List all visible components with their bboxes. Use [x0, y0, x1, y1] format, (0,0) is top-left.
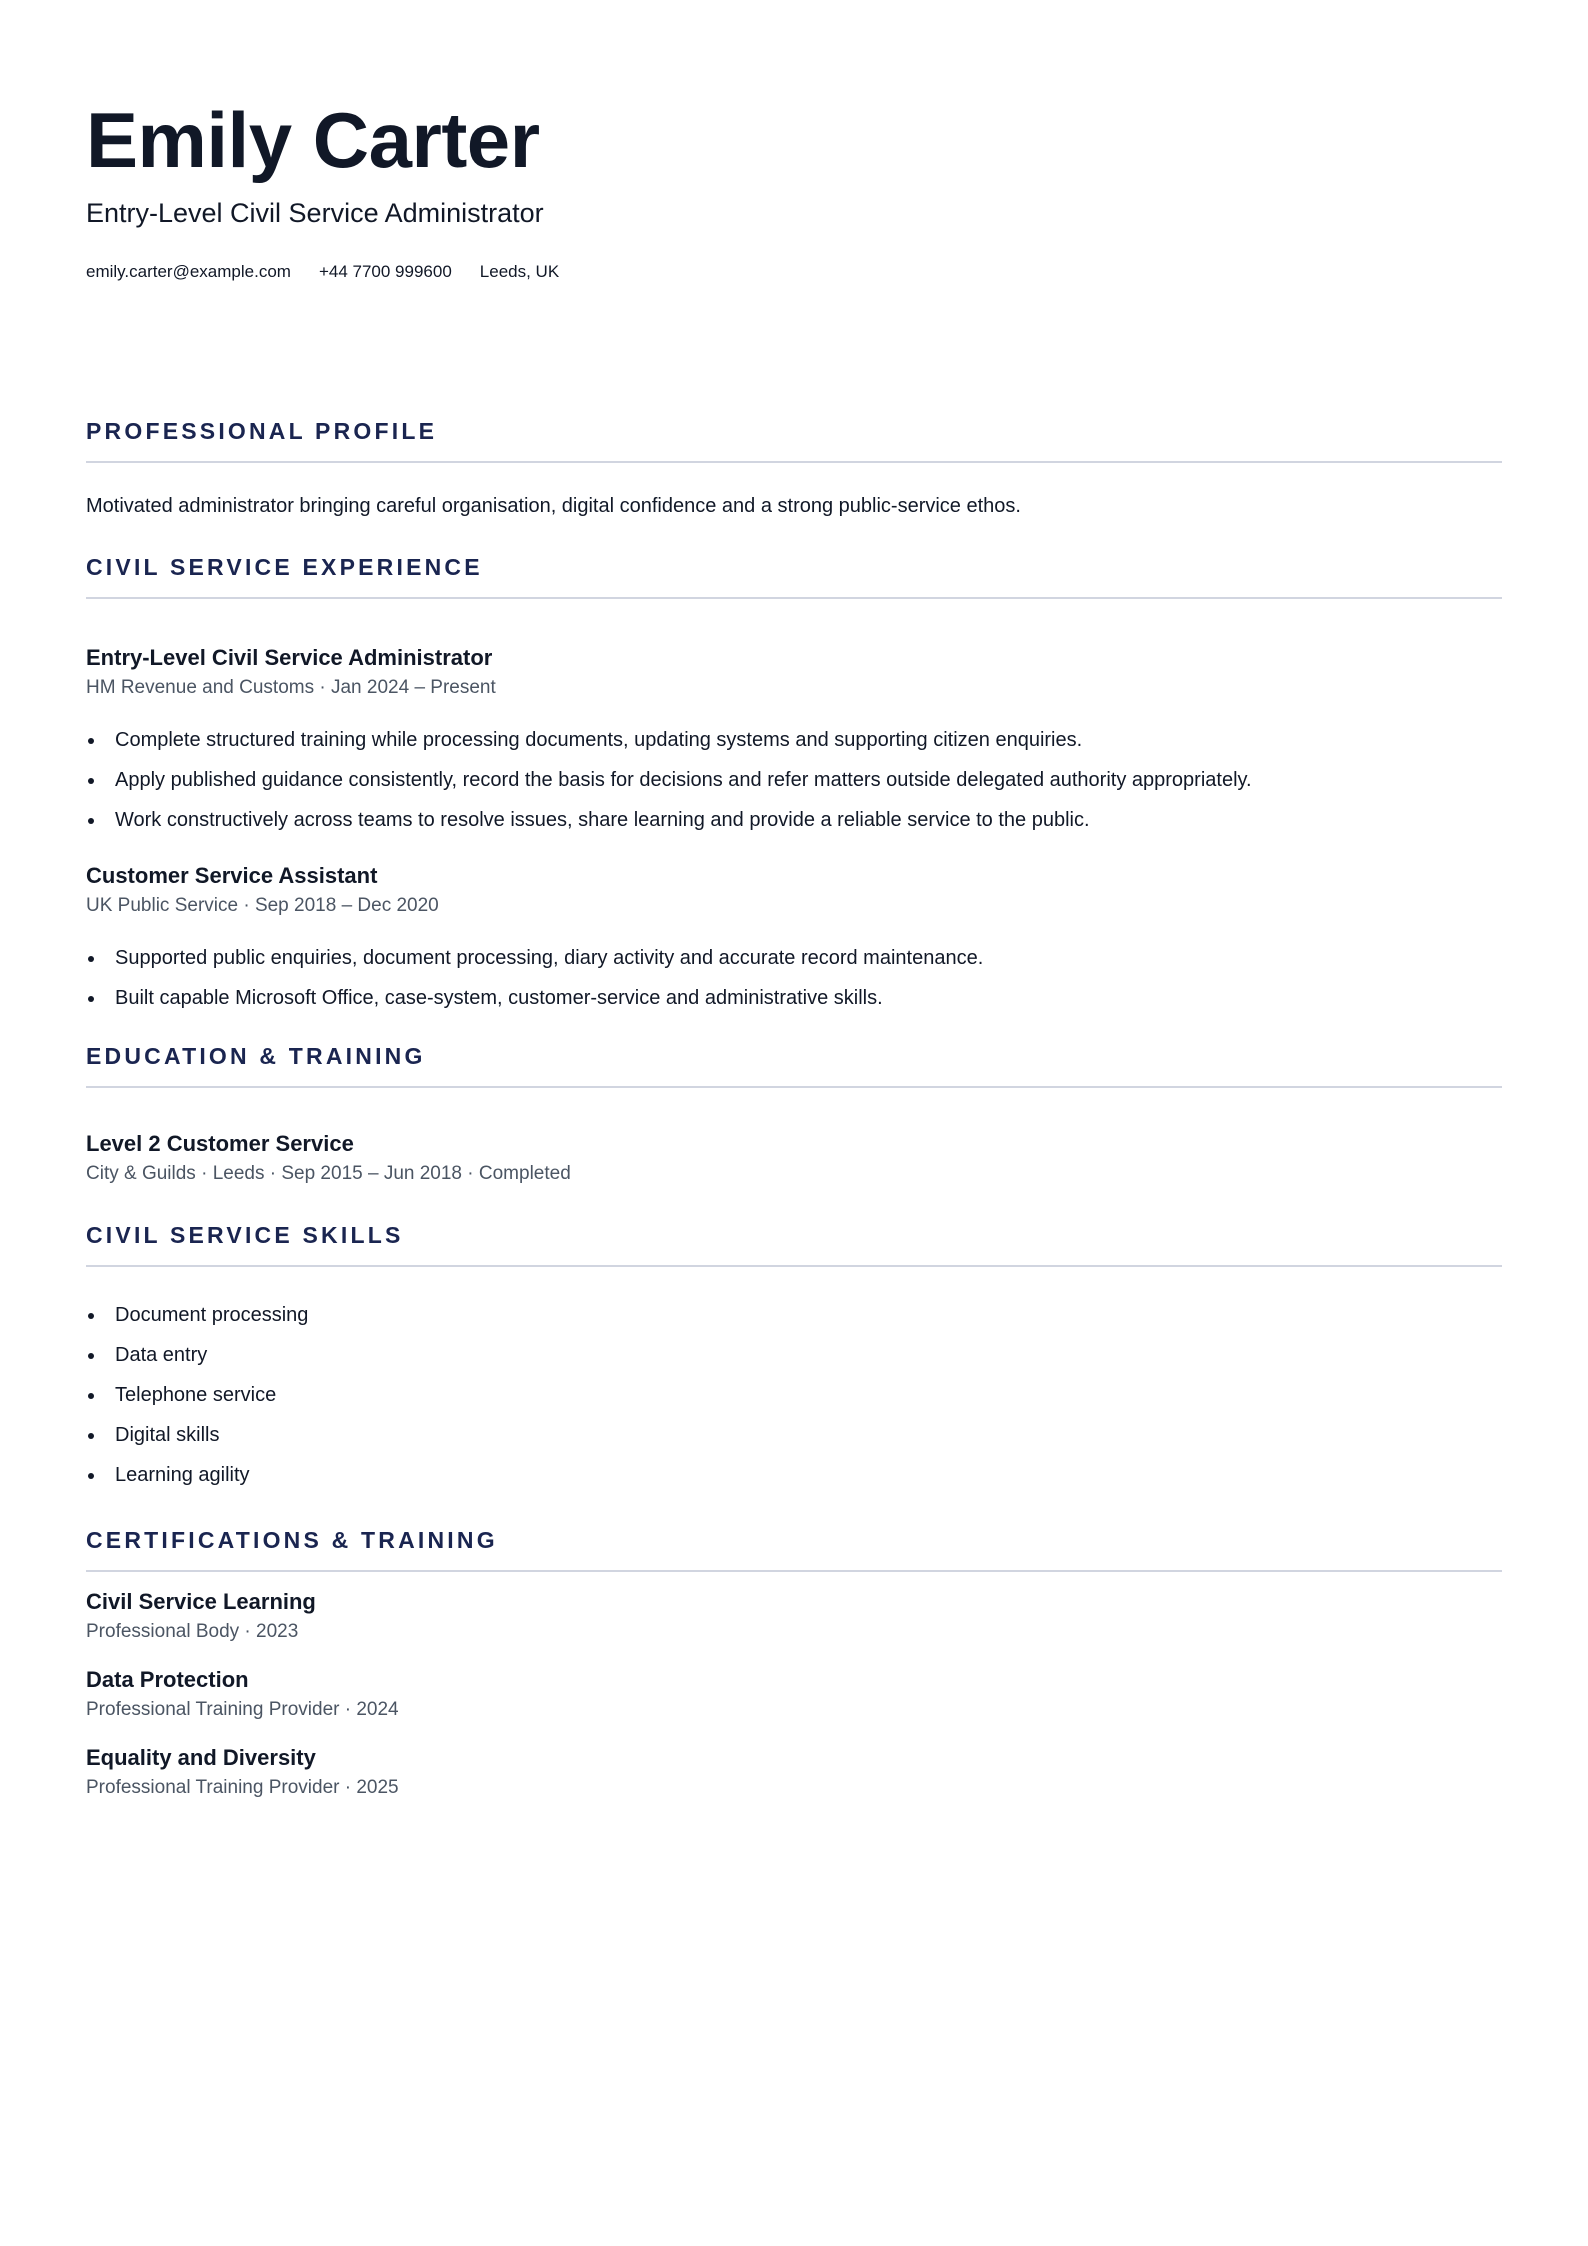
skill-item: Learning agility — [86, 1462, 1502, 1502]
section-divider — [86, 1570, 1502, 1572]
contact-location: Leeds, UK — [479, 262, 560, 281]
section-title-experience: CIVIL SERVICE EXPERIENCE — [86, 554, 483, 580]
section-title-skills: CIVIL SERVICE SKILLS — [86, 1222, 404, 1248]
job-meta: UK Public Service · Sep 2018 – Dec 2020 — [86, 895, 439, 916]
job-bullets — [86, 945, 1502, 1025]
list-item: Built capable Microsoft Office, case-system, customer-service and administrative skills. — [86, 985, 1502, 1025]
certification-title: Data Protection — [86, 1667, 249, 1692]
job-meta: HM Revenue and Customs · Jan 2024 – Present — [86, 677, 496, 698]
certification-title: Equality and Diversity — [86, 1745, 316, 1770]
candidate-headline: Entry-Level Civil Service Administrator — [86, 198, 544, 228]
list-item: Work constructively across teams to resolve issues, share learning and provide a reliable service to the public. — [86, 807, 1502, 847]
contact-phone[interactable]: +44 7700 999600 — [318, 262, 452, 281]
contact-line — [86, 261, 559, 283]
candidate-name: Emily Carter — [86, 96, 540, 184]
skill-item: Telephone service — [86, 1382, 1502, 1422]
section-title-profile: PROFESSIONAL PROFILE — [86, 418, 438, 444]
certification-meta: Professional Body · 2023 — [86, 1621, 299, 1642]
profile-summary: Motivated administrator bringing careful organisation, digital confidence and a strong public-service ethos. — [86, 495, 1021, 517]
list-item: Apply published guidance consistently, record the basis for decisions and refer matters outside delegated authority appropriately. — [86, 767, 1502, 807]
skill-item: Data entry — [86, 1342, 1502, 1382]
list-item: Complete structured training while processing documents, updating systems and supporting citizen enquiries. — [86, 727, 1502, 767]
education-title: Level 2 Customer Service — [86, 1131, 354, 1156]
section-divider — [86, 461, 1502, 463]
education-meta: City & Guilds · Leeds · Sep 2015 – Jun 2018 · Completed — [86, 1163, 571, 1184]
section-title-education: EDUCATION & TRAINING — [86, 1043, 426, 1069]
job-title: Customer Service Assistant — [86, 863, 378, 888]
section-divider — [86, 1265, 1502, 1267]
skills-list — [86, 1302, 1502, 1502]
certification-title: Civil Service Learning — [86, 1589, 316, 1614]
skill-item: Document processing — [86, 1302, 1502, 1342]
section-divider — [86, 597, 1502, 599]
section-divider — [86, 1086, 1502, 1088]
list-item: Supported public enquiries, document processing, diary activity and accurate record maintenance. — [86, 945, 1502, 985]
certification-meta: Professional Training Provider · 2024 — [86, 1699, 399, 1720]
contact-email[interactable]: emily.carter@example.com — [86, 262, 291, 281]
certification-meta: Professional Training Provider · 2025 — [86, 1777, 399, 1798]
section-title-certifications: CERTIFICATIONS & TRAINING — [86, 1527, 498, 1553]
skill-item: Digital skills — [86, 1422, 1502, 1462]
job-bullets — [86, 727, 1502, 847]
job-title: Entry-Level Civil Service Administrator — [86, 645, 493, 670]
